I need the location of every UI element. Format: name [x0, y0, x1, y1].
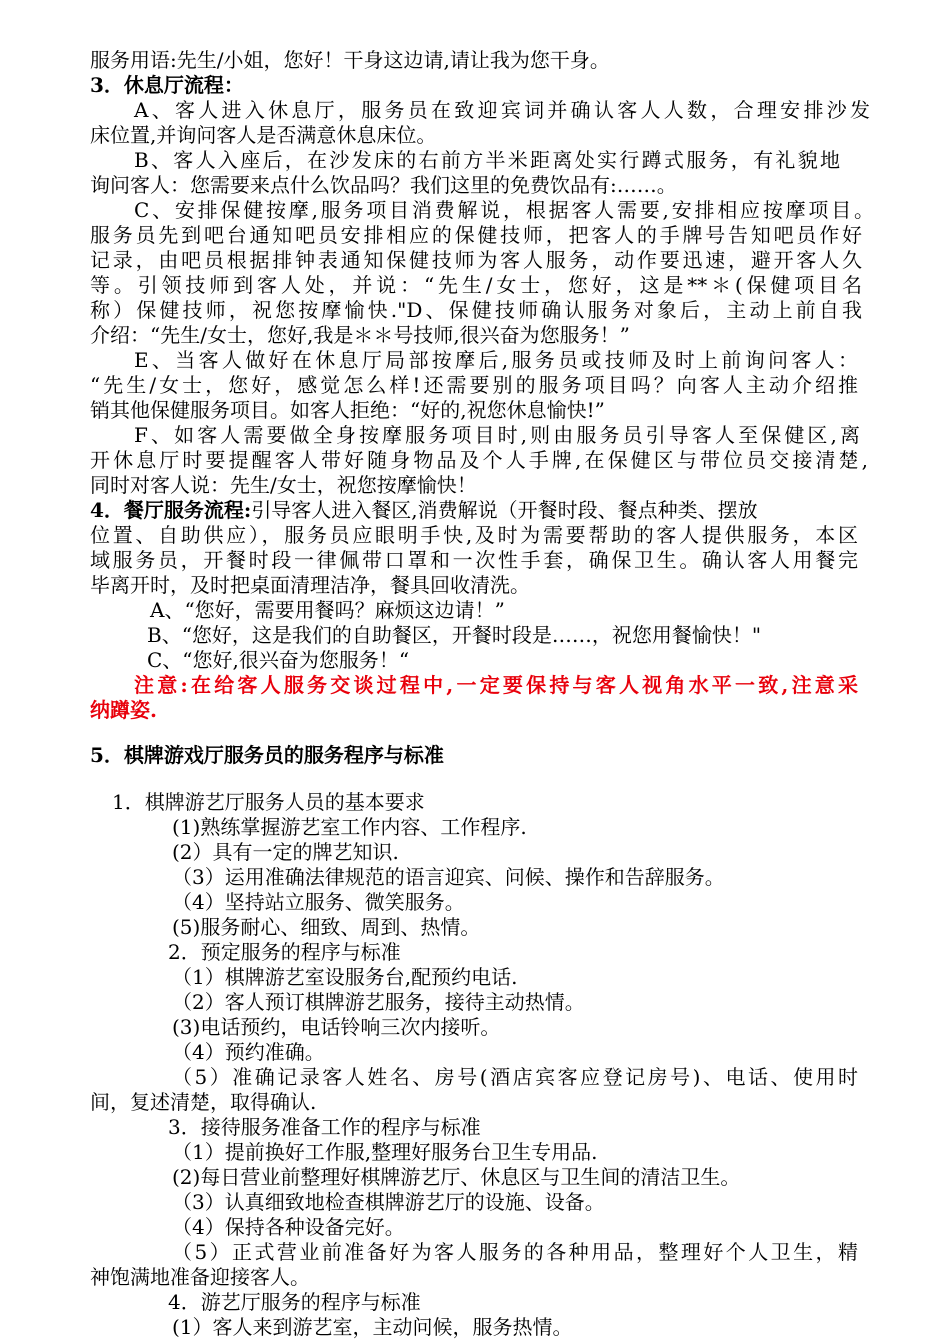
text-line: F、如客人需要做全身按摩服务项目时,则由服务员引导客人至保健区,离 [134, 423, 860, 447]
text-line: 销其他保健服务项目。如客人拒绝：“好的,祝您休息愉快!” [90, 398, 605, 422]
text-line: 称）保健技师，祝您按摩愉快."D、保健技师确认服务对象后，主动上前自我 [90, 298, 862, 322]
section-heading: 5．棋牌游戏厅服务员的服务程序与标准 [90, 743, 444, 767]
list-item: （4）坚持站立服务、微笑服务。 [172, 890, 465, 914]
notice-text: 纳蹲姿. [90, 698, 157, 722]
list-item: （1）提前换好工作服,整理好服务台卫生专用品. [172, 1140, 598, 1164]
list-item: （3）运用准确法律规范的语言迎宾、问候、操作和告辞服务。 [172, 865, 725, 889]
list-item: （3）认真细致地检查棋牌游艺厅的设施、设备。 [172, 1190, 605, 1214]
subsection-heading: 1．棋牌游艺厅服务人员的基本要求 [112, 790, 425, 814]
text-line: 神饱满地准备迎接客人。 [90, 1265, 310, 1289]
list-item: （5）准确记录客人姓名、房号(酒店宾客应登记房号)、电话、使用时 [172, 1065, 858, 1089]
section-heading: 4．餐厅服务流程: [90, 498, 252, 522]
subsection-heading: 2．预定服务的程序与标准 [168, 940, 401, 964]
subsection-heading: 4．游艺厅服务的程序与标准 [168, 1290, 421, 1314]
text-line: “先生/女士，您好，感觉怎么样!还需要别的服务项目吗？向客人主动介绍推 [90, 373, 858, 397]
subsection-heading: 3．接待服务准备工作的程序与标准 [168, 1115, 481, 1139]
text-line: B、客人入座后，在沙发床的右前方半米距离处实行蹲式服务，有礼貌地 [134, 148, 840, 172]
text-line: 介绍：“先生/女士，您好,我是＊＊号技师,很兴奋为您服务！” [90, 323, 630, 347]
list-item: (1）客人来到游艺室，主动问候，服务热情。 [172, 1315, 573, 1339]
text-line: E、当客人做好在休息厅局部按摩后,服务员或技师及时上前询问客人： [134, 348, 858, 372]
text-line: C、安排保健按摩,服务项目消费解说，根据客人需要,安排相应按摩项目。 [134, 198, 874, 222]
list-item: (2)每日营业前整理好棋牌游艺厅、休息区与卫生间的清洁卫生。 [172, 1165, 741, 1189]
text-line: 床位置,并询问客人是否满意休息床位。 [90, 123, 437, 147]
text-line: A、“您好，需要用餐吗？麻烦这边请！” [150, 598, 505, 622]
text-line: 位置、自助供应），服务员应眼明手快,及时为需要帮助的客人提供服务，本区 [90, 523, 858, 547]
list-item: （4）预约准确。 [172, 1040, 325, 1064]
text-line: 服务用语:先生/小姐，您好！干身这边请,请让我为您干身。 [90, 48, 610, 72]
notice-text: 注意:在给客人服务交谈过程中,一定要保持与客人视角水平一致,注意采 [134, 673, 858, 697]
text-line: 开休息厅时要提醒客人带好随身物品及个人手牌,在保健区与带位员交接清楚, [90, 448, 868, 472]
text-line: A、客人进入休息厅，服务员在致迎宾词并确认客人人数，合理安排沙发 [134, 98, 870, 122]
text-line: 域服务员，开餐时段一律佩带口罩和一次性手套，确保卫生。确认客人用餐完 [90, 548, 858, 572]
list-item: （4）保持各种设备完好。 [172, 1215, 405, 1239]
section-heading: 3．休息厅流程： [90, 73, 244, 97]
list-item: (2）具有一定的牌艺知识. [172, 840, 399, 864]
list-item: (3)电话预约，电话铃响三次内接听。 [172, 1015, 501, 1039]
text-line: 间，复述清楚，取得确认. [90, 1090, 317, 1114]
text-line: 同时对客人说：先生/女士，祝您按摩愉快！ [90, 473, 477, 497]
text-line: 记录，由吧员根据排钟表通知保健技师为客人服务，动作要迅速，避开客人久 [90, 248, 862, 272]
text-line: B、“您好，这是我们的自助餐区，开餐时段是……，祝您用餐愉快！" [147, 623, 762, 647]
text-span: 引导客人进入餐区,消费解说（开餐时段、餐点种类、摆放 [251, 498, 758, 522]
list-item: (1)熟练掌握游艺室工作内容、工作程序. [172, 815, 527, 839]
list-item: （2）客人预订棋牌游艺服务，接待主动热情。 [172, 990, 585, 1014]
list-item: （1）棋牌游艺室设服务台,配预约电话. [172, 965, 518, 989]
text-line: 服务员先到吧台通知吧员安排相应的保健技师，把客人的手牌号告知吧员作好 [90, 223, 862, 247]
text-line: C、“您好,很兴奋为您服务！“ [147, 648, 410, 672]
list-item: （5）正式营业前准备好为客人服务的各种用品，整理好个人卫生，精 [172, 1240, 858, 1264]
text-line: 询问客人：您需要来点什么饮品吗？我们这里的免费饮品有:……。 [90, 173, 677, 197]
text-line: 毕离开时，及时把桌面清理洁净，餐具回收清洗。 [90, 573, 530, 597]
text-line [90, 498, 860, 523]
text-line: 等。引领技师到客人处，并说：“先生/女士，您好，这是**＊(保健项目名 [90, 273, 862, 297]
list-item: (5)服务耐心、细致、周到、热情。 [172, 915, 481, 939]
